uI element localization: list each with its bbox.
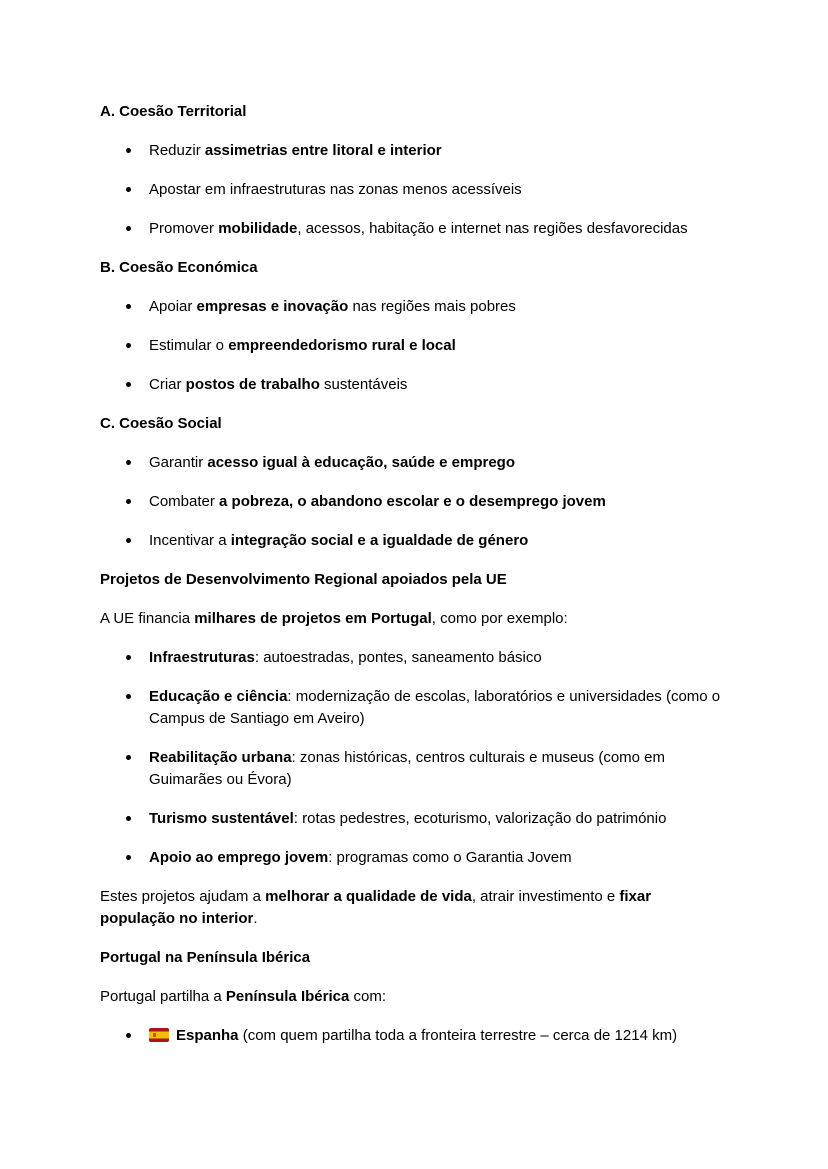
text-run: : modernização de escolas, laboratórios e universidades (como o Campus de Santiago em Aveiro) [149, 688, 721, 727]
bullet-text [149, 532, 528, 549]
text-run: a pobreza, o abandono escolar e o desemprego jovem [219, 493, 606, 510]
bullet-item [100, 530, 728, 552]
text-run: Criar [149, 376, 186, 393]
text-run: Infraestruturas [149, 649, 255, 666]
text-run: assimetrias entre litoral e interior [204, 142, 442, 159]
bullet-dot-icon [126, 1033, 131, 1038]
text-run: Portugal na Península Ibérica [100, 949, 311, 966]
text-run: Península Ibérica [225, 988, 350, 1005]
bullet-text [149, 749, 665, 788]
section-heading [100, 413, 728, 435]
text-run: Apoio ao emprego jovem [149, 849, 329, 866]
bullet-text [149, 220, 688, 237]
bullet-dot-icon [126, 694, 131, 699]
bullet-dot-icon [126, 148, 131, 153]
text-run: Espanha [176, 1027, 239, 1044]
bullet-dot-icon [126, 499, 131, 504]
bullet-item [100, 808, 728, 830]
text-run: Apoiar [149, 298, 197, 315]
text-run: empreendedorismo rural e local [228, 337, 456, 354]
text-run: com: [349, 988, 386, 1005]
text-run: A UE financia [100, 610, 195, 627]
bullet-item [100, 335, 728, 357]
bullet-item [100, 1025, 728, 1047]
bullet-dot-icon [126, 304, 131, 309]
bullet-item [100, 847, 728, 869]
text-run: mobilidade [218, 220, 298, 237]
text-run: empresas e inovação [196, 298, 349, 315]
bullet-text [149, 298, 516, 315]
bullet-item [100, 686, 728, 730]
text-run: Educação e ciência [149, 688, 288, 705]
paragraph [100, 608, 728, 630]
text-run: Incentivar a [149, 532, 231, 549]
text-run: : rotas pedestres, ecoturismo, valorização do património [293, 810, 667, 827]
bullet-dot-icon [126, 855, 131, 860]
bullet-item [100, 218, 728, 240]
text-run: Promover [149, 220, 219, 237]
text-run: Portugal partilha a [100, 988, 226, 1005]
text-run: : programas como o Garantia Jovem [328, 849, 572, 866]
text-run: Estes projetos ajudam a [100, 888, 266, 905]
bullet-item [100, 140, 728, 162]
text-run: melhorar a qualidade de vida [265, 888, 472, 905]
text-run: Estimular o [149, 337, 229, 354]
bullet-text [149, 810, 666, 827]
bullet-text [149, 849, 572, 866]
bullet-dot-icon [126, 226, 131, 231]
bullet-text [149, 142, 442, 159]
text-run: Projetos de Desenvolvimento Regional apoiados pela UE [100, 571, 507, 588]
text-run: , atrair investimento e [471, 888, 620, 905]
text-run: . [253, 910, 258, 927]
bullet-dot-icon [126, 343, 131, 348]
bullet-dot-icon [126, 755, 131, 760]
text-run: postos de trabalho [185, 376, 320, 393]
text-run: acesso igual à educação, saúde e emprego [207, 454, 515, 471]
paragraph [100, 986, 728, 1008]
text-run: : autoestradas, pontes, saneamento básico [254, 649, 542, 666]
bullet-dot-icon [126, 538, 131, 543]
text-run: Apostar em infraestruturas nas zonas menos acessíveis [149, 181, 522, 198]
bullet-item [100, 747, 728, 791]
section-heading [100, 101, 728, 123]
text-run: sustentáveis [319, 376, 408, 393]
bullet-item [100, 374, 728, 396]
spain-flag-icon [149, 1028, 169, 1042]
text-run: Reabilitação urbana [149, 749, 292, 766]
bullet-text [149, 493, 606, 510]
bullet-dot-icon [126, 655, 131, 660]
bullet-item [100, 296, 728, 318]
bullet-text [149, 337, 456, 354]
text-run: Garantir [149, 454, 208, 471]
section-heading [100, 947, 728, 969]
bullet-dot-icon [126, 382, 131, 387]
text-run: , acessos, habitação e internet nas regiões desfavorecidas [297, 220, 688, 237]
bullet-text [149, 688, 720, 727]
text-run: Combater [149, 493, 220, 510]
bullet-item [100, 491, 728, 513]
text-run: , como por exemplo: [431, 610, 568, 627]
text-run: C. Coesão Social [100, 415, 222, 432]
bullet-dot-icon [126, 187, 131, 192]
text-run: A. Coesão Territorial [100, 103, 247, 120]
bullet-dot-icon [126, 816, 131, 821]
bullet-text [149, 181, 522, 198]
bullet-item [100, 179, 728, 201]
text-run: integração social e a igualdade de género [230, 532, 529, 549]
text-run: milhares de projetos em Portugal [194, 610, 432, 627]
section-heading [100, 569, 728, 591]
text-run: Turismo sustentável [149, 810, 294, 827]
text-run: Reduzir [149, 142, 205, 159]
bullet-text [149, 649, 542, 666]
text-run: nas regiões mais pobres [348, 298, 516, 315]
bullet-text [149, 1027, 677, 1044]
text-run: : zonas históricas, centros culturais e museus (como em Guimarães ou Évora) [149, 749, 666, 788]
bullet-dot-icon [126, 460, 131, 465]
paragraph [100, 886, 728, 930]
text-run: B. Coesão Económica [100, 259, 258, 276]
bullet-item [100, 452, 728, 474]
document-content [100, 101, 728, 1047]
bullet-text [149, 376, 407, 393]
text-run: fixar população no interior [100, 888, 652, 927]
bullet-text [149, 454, 515, 471]
text-run: (com quem partilha toda a fronteira terrestre – cerca de 1214 km) [238, 1027, 678, 1044]
section-heading [100, 257, 728, 279]
bullet-item [100, 647, 728, 669]
